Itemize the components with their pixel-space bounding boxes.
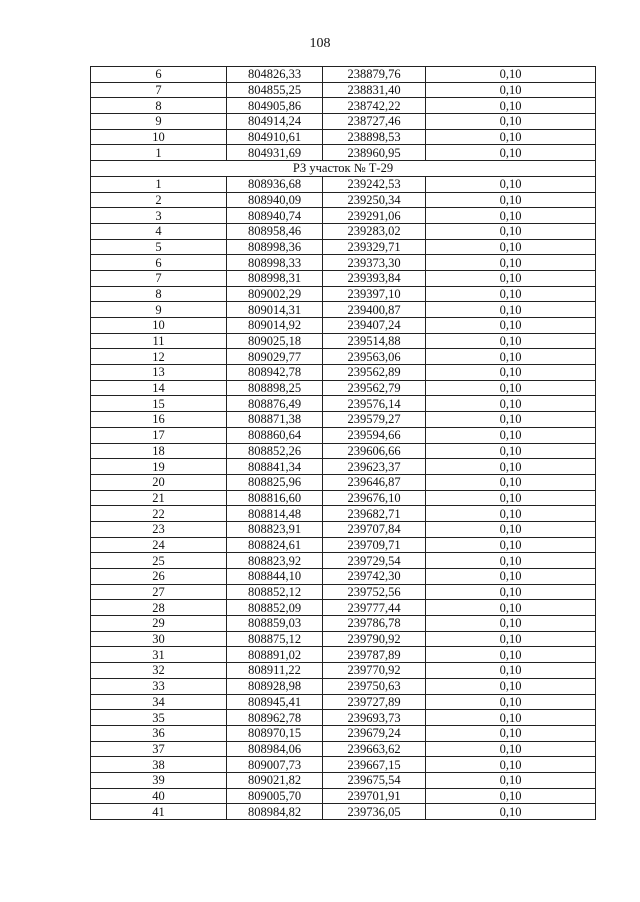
x-coordinate-cell: 808911,22 <box>227 663 323 679</box>
x-coordinate-cell: 808860,64 <box>227 427 323 443</box>
accuracy-cell: 0,10 <box>426 208 596 224</box>
table-row <box>91 412 596 428</box>
accuracy-cell: 0,10 <box>426 443 596 459</box>
y-coordinate-cell: 239787,89 <box>323 647 426 663</box>
accuracy-cell: 0,10 <box>426 176 596 192</box>
table-row <box>91 788 596 804</box>
x-coordinate-cell: 808928,98 <box>227 678 323 694</box>
table-row <box>91 521 596 537</box>
table-row <box>91 208 596 224</box>
point-number-cell: 18 <box>91 443 227 459</box>
accuracy-cell: 0,10 <box>426 569 596 585</box>
y-coordinate-cell: 239242,53 <box>323 176 426 192</box>
point-number-cell: 26 <box>91 569 227 585</box>
accuracy-cell: 0,10 <box>426 239 596 255</box>
table-row <box>91 663 596 679</box>
accuracy-cell: 0,10 <box>426 663 596 679</box>
point-number-cell: 7 <box>91 82 227 98</box>
x-coordinate-cell: 809025,18 <box>227 333 323 349</box>
table-row <box>91 725 596 741</box>
accuracy-cell: 0,10 <box>426 286 596 302</box>
x-coordinate-cell: 808970,15 <box>227 725 323 741</box>
x-coordinate-cell: 809021,82 <box>227 772 323 788</box>
y-coordinate-cell: 239786,78 <box>323 616 426 632</box>
accuracy-cell: 0,10 <box>426 223 596 239</box>
accuracy-cell: 0,10 <box>426 192 596 208</box>
x-coordinate-cell: 808998,31 <box>227 270 323 286</box>
y-coordinate-cell: 239742,30 <box>323 569 426 585</box>
point-number-cell: 31 <box>91 647 227 663</box>
point-number-cell: 10 <box>91 318 227 334</box>
point-number-cell: 6 <box>91 255 227 271</box>
y-coordinate-cell: 238727,46 <box>323 114 426 130</box>
y-coordinate-cell: 239682,71 <box>323 506 426 522</box>
point-number-cell: 17 <box>91 427 227 443</box>
table-row <box>91 757 596 773</box>
point-number-cell: 28 <box>91 600 227 616</box>
table-row <box>91 192 596 208</box>
y-coordinate-cell: 239646,87 <box>323 474 426 490</box>
accuracy-cell: 0,10 <box>426 318 596 334</box>
table-row <box>91 569 596 585</box>
point-number-cell: 23 <box>91 521 227 537</box>
x-coordinate-cell: 808852,09 <box>227 600 323 616</box>
accuracy-cell: 0,10 <box>426 396 596 412</box>
y-coordinate-cell: 239562,79 <box>323 380 426 396</box>
x-coordinate-cell: 804914,24 <box>227 114 323 130</box>
point-number-cell: 32 <box>91 663 227 679</box>
point-number-cell: 2 <box>91 192 227 208</box>
x-coordinate-cell: 808962,78 <box>227 710 323 726</box>
point-number-cell: 34 <box>91 694 227 710</box>
table-row <box>91 82 596 98</box>
section-header-row <box>91 161 596 177</box>
table-row <box>91 223 596 239</box>
table-row <box>91 616 596 632</box>
point-number-cell: 24 <box>91 537 227 553</box>
table-row <box>91 553 596 569</box>
accuracy-cell: 0,10 <box>426 365 596 381</box>
accuracy-cell: 0,10 <box>426 474 596 490</box>
y-coordinate-cell: 239701,91 <box>323 788 426 804</box>
table-row <box>91 176 596 192</box>
point-number-cell: 22 <box>91 506 227 522</box>
y-coordinate-cell: 239291,06 <box>323 208 426 224</box>
y-coordinate-cell: 238879,76 <box>323 67 426 83</box>
y-coordinate-cell: 239283,02 <box>323 223 426 239</box>
x-coordinate-cell: 808852,12 <box>227 584 323 600</box>
x-coordinate-cell: 808824,61 <box>227 537 323 553</box>
y-coordinate-cell: 239727,89 <box>323 694 426 710</box>
accuracy-cell: 0,10 <box>426 98 596 114</box>
y-coordinate-cell: 239752,56 <box>323 584 426 600</box>
table-row <box>91 474 596 490</box>
accuracy-cell: 0,10 <box>426 114 596 130</box>
table-row <box>91 584 596 600</box>
point-number-cell: 4 <box>91 223 227 239</box>
table-row <box>91 270 596 286</box>
point-number-cell: 7 <box>91 270 227 286</box>
y-coordinate-cell: 239663,62 <box>323 741 426 757</box>
point-number-cell: 1 <box>91 145 227 161</box>
y-coordinate-cell: 239594,66 <box>323 427 426 443</box>
accuracy-cell: 0,10 <box>426 772 596 788</box>
x-coordinate-cell: 804910,61 <box>227 129 323 145</box>
table-body-top <box>91 67 596 161</box>
accuracy-cell: 0,10 <box>426 427 596 443</box>
table-row <box>91 600 596 616</box>
point-number-cell: 1 <box>91 176 227 192</box>
y-coordinate-cell: 239736,05 <box>323 804 426 820</box>
accuracy-cell: 0,10 <box>426 631 596 647</box>
section-title: РЗ участок № Т-29 <box>91 161 596 177</box>
x-coordinate-cell: 808998,36 <box>227 239 323 255</box>
x-coordinate-cell: 808984,06 <box>227 741 323 757</box>
table-row <box>91 804 596 820</box>
x-coordinate-cell: 808876,49 <box>227 396 323 412</box>
table-row <box>91 349 596 365</box>
point-number-cell: 30 <box>91 631 227 647</box>
y-coordinate-cell: 239563,06 <box>323 349 426 365</box>
point-number-cell: 14 <box>91 380 227 396</box>
x-coordinate-cell: 808998,33 <box>227 255 323 271</box>
point-number-cell: 15 <box>91 396 227 412</box>
y-coordinate-cell: 238831,40 <box>323 82 426 98</box>
accuracy-cell: 0,10 <box>426 255 596 271</box>
y-coordinate-cell: 239709,71 <box>323 537 426 553</box>
accuracy-cell: 0,10 <box>426 67 596 83</box>
accuracy-cell: 0,10 <box>426 678 596 694</box>
accuracy-cell: 0,10 <box>426 302 596 318</box>
x-coordinate-cell: 804905,86 <box>227 98 323 114</box>
point-number-cell: 12 <box>91 349 227 365</box>
point-number-cell: 20 <box>91 474 227 490</box>
table-row <box>91 114 596 130</box>
table-row <box>91 678 596 694</box>
table-row <box>91 741 596 757</box>
accuracy-cell: 0,10 <box>426 694 596 710</box>
table-row <box>91 427 596 443</box>
point-number-cell: 27 <box>91 584 227 600</box>
y-coordinate-cell: 239707,84 <box>323 521 426 537</box>
x-coordinate-cell: 809029,77 <box>227 349 323 365</box>
accuracy-cell: 0,10 <box>426 741 596 757</box>
table-row <box>91 255 596 271</box>
y-coordinate-cell: 239750,63 <box>323 678 426 694</box>
x-coordinate-cell: 808891,02 <box>227 647 323 663</box>
table-row <box>91 772 596 788</box>
accuracy-cell: 0,10 <box>426 333 596 349</box>
point-number-cell: 29 <box>91 616 227 632</box>
point-number-cell: 33 <box>91 678 227 694</box>
table-row <box>91 239 596 255</box>
table-row <box>91 380 596 396</box>
y-coordinate-cell: 239514,88 <box>323 333 426 349</box>
x-coordinate-cell: 809014,92 <box>227 318 323 334</box>
accuracy-cell: 0,10 <box>426 553 596 569</box>
x-coordinate-cell: 809014,31 <box>227 302 323 318</box>
y-coordinate-cell: 239623,37 <box>323 459 426 475</box>
x-coordinate-cell: 808852,26 <box>227 443 323 459</box>
point-number-cell: 9 <box>91 302 227 318</box>
accuracy-cell: 0,10 <box>426 757 596 773</box>
accuracy-cell: 0,10 <box>426 647 596 663</box>
accuracy-cell: 0,10 <box>426 537 596 553</box>
x-coordinate-cell: 808945,41 <box>227 694 323 710</box>
y-coordinate-cell: 239667,15 <box>323 757 426 773</box>
x-coordinate-cell: 808984,82 <box>227 804 323 820</box>
point-number-cell: 11 <box>91 333 227 349</box>
section-header <box>91 161 596 177</box>
table-row <box>91 98 596 114</box>
x-coordinate-cell: 808940,09 <box>227 192 323 208</box>
table-row <box>91 302 596 318</box>
point-number-cell: 8 <box>91 286 227 302</box>
x-coordinate-cell: 808942,78 <box>227 365 323 381</box>
table-row <box>91 145 596 161</box>
accuracy-cell: 0,10 <box>426 804 596 820</box>
table-row <box>91 537 596 553</box>
accuracy-cell: 0,10 <box>426 584 596 600</box>
point-number-cell: 25 <box>91 553 227 569</box>
y-coordinate-cell: 238898,53 <box>323 129 426 145</box>
table-row <box>91 694 596 710</box>
y-coordinate-cell: 239407,24 <box>323 318 426 334</box>
y-coordinate-cell: 239693,73 <box>323 710 426 726</box>
point-number-cell: 5 <box>91 239 227 255</box>
x-coordinate-cell: 804855,25 <box>227 82 323 98</box>
table-row <box>91 506 596 522</box>
x-coordinate-cell: 809002,29 <box>227 286 323 302</box>
y-coordinate-cell: 238742,22 <box>323 98 426 114</box>
y-coordinate-cell: 239729,54 <box>323 553 426 569</box>
y-coordinate-cell: 239777,44 <box>323 600 426 616</box>
table-row <box>91 631 596 647</box>
accuracy-cell: 0,10 <box>426 490 596 506</box>
point-number-cell: 21 <box>91 490 227 506</box>
y-coordinate-cell: 239329,71 <box>323 239 426 255</box>
point-number-cell: 37 <box>91 741 227 757</box>
x-coordinate-cell: 808898,25 <box>227 380 323 396</box>
table-row <box>91 396 596 412</box>
x-coordinate-cell: 804826,33 <box>227 67 323 83</box>
accuracy-cell: 0,10 <box>426 616 596 632</box>
point-number-cell: 19 <box>91 459 227 475</box>
point-number-cell: 3 <box>91 208 227 224</box>
table-row <box>91 647 596 663</box>
table-row <box>91 318 596 334</box>
table-row <box>91 365 596 381</box>
y-coordinate-cell: 239579,27 <box>323 412 426 428</box>
y-coordinate-cell: 239393,84 <box>323 270 426 286</box>
point-number-cell: 38 <box>91 757 227 773</box>
accuracy-cell: 0,10 <box>426 129 596 145</box>
table-body-section <box>91 176 596 819</box>
y-coordinate-cell: 239679,24 <box>323 725 426 741</box>
point-number-cell: 40 <box>91 788 227 804</box>
table-row <box>91 129 596 145</box>
y-coordinate-cell: 239562,89 <box>323 365 426 381</box>
coordinates-table <box>90 66 596 820</box>
table-row <box>91 459 596 475</box>
table-row <box>91 710 596 726</box>
accuracy-cell: 0,10 <box>426 270 596 286</box>
point-number-cell: 36 <box>91 725 227 741</box>
point-number-cell: 35 <box>91 710 227 726</box>
x-coordinate-cell: 808958,46 <box>227 223 323 239</box>
y-coordinate-cell: 239400,87 <box>323 302 426 318</box>
point-number-cell: 8 <box>91 98 227 114</box>
accuracy-cell: 0,10 <box>426 600 596 616</box>
x-coordinate-cell: 808825,96 <box>227 474 323 490</box>
table-row <box>91 286 596 302</box>
y-coordinate-cell: 239675,54 <box>323 772 426 788</box>
point-number-cell: 39 <box>91 772 227 788</box>
x-coordinate-cell: 808859,03 <box>227 616 323 632</box>
x-coordinate-cell: 808875,12 <box>227 631 323 647</box>
point-number-cell: 6 <box>91 67 227 83</box>
x-coordinate-cell: 808936,68 <box>227 176 323 192</box>
y-coordinate-cell: 239397,10 <box>323 286 426 302</box>
point-number-cell: 41 <box>91 804 227 820</box>
x-coordinate-cell: 808814,48 <box>227 506 323 522</box>
accuracy-cell: 0,10 <box>426 459 596 475</box>
x-coordinate-cell: 809007,73 <box>227 757 323 773</box>
x-coordinate-cell: 808871,38 <box>227 412 323 428</box>
accuracy-cell: 0,10 <box>426 380 596 396</box>
accuracy-cell: 0,10 <box>426 710 596 726</box>
y-coordinate-cell: 239790,92 <box>323 631 426 647</box>
y-coordinate-cell: 239606,66 <box>323 443 426 459</box>
table-row <box>91 490 596 506</box>
accuracy-cell: 0,10 <box>426 82 596 98</box>
x-coordinate-cell: 808823,91 <box>227 521 323 537</box>
x-coordinate-cell: 809005,70 <box>227 788 323 804</box>
page-number: 108 <box>309 36 331 51</box>
point-number-cell: 13 <box>91 365 227 381</box>
x-coordinate-cell: 808816,60 <box>227 490 323 506</box>
y-coordinate-cell: 239373,30 <box>323 255 426 271</box>
x-coordinate-cell: 808841,34 <box>227 459 323 475</box>
y-coordinate-cell: 239250,34 <box>323 192 426 208</box>
y-coordinate-cell: 239676,10 <box>323 490 426 506</box>
x-coordinate-cell: 808940,74 <box>227 208 323 224</box>
x-coordinate-cell: 804931,69 <box>227 145 323 161</box>
point-number-cell: 9 <box>91 114 227 130</box>
accuracy-cell: 0,10 <box>426 412 596 428</box>
accuracy-cell: 0,10 <box>426 788 596 804</box>
x-coordinate-cell: 808823,92 <box>227 553 323 569</box>
table-row <box>91 443 596 459</box>
table-row <box>91 67 596 83</box>
y-coordinate-cell: 239576,14 <box>323 396 426 412</box>
y-coordinate-cell: 239770,92 <box>323 663 426 679</box>
point-number-cell: 10 <box>91 129 227 145</box>
accuracy-cell: 0,10 <box>426 521 596 537</box>
accuracy-cell: 0,10 <box>426 725 596 741</box>
point-number-cell: 16 <box>91 412 227 428</box>
accuracy-cell: 0,10 <box>426 349 596 365</box>
accuracy-cell: 0,10 <box>426 506 596 522</box>
x-coordinate-cell: 808844,10 <box>227 569 323 585</box>
y-coordinate-cell: 238960,95 <box>323 145 426 161</box>
table-row <box>91 333 596 349</box>
accuracy-cell: 0,10 <box>426 145 596 161</box>
